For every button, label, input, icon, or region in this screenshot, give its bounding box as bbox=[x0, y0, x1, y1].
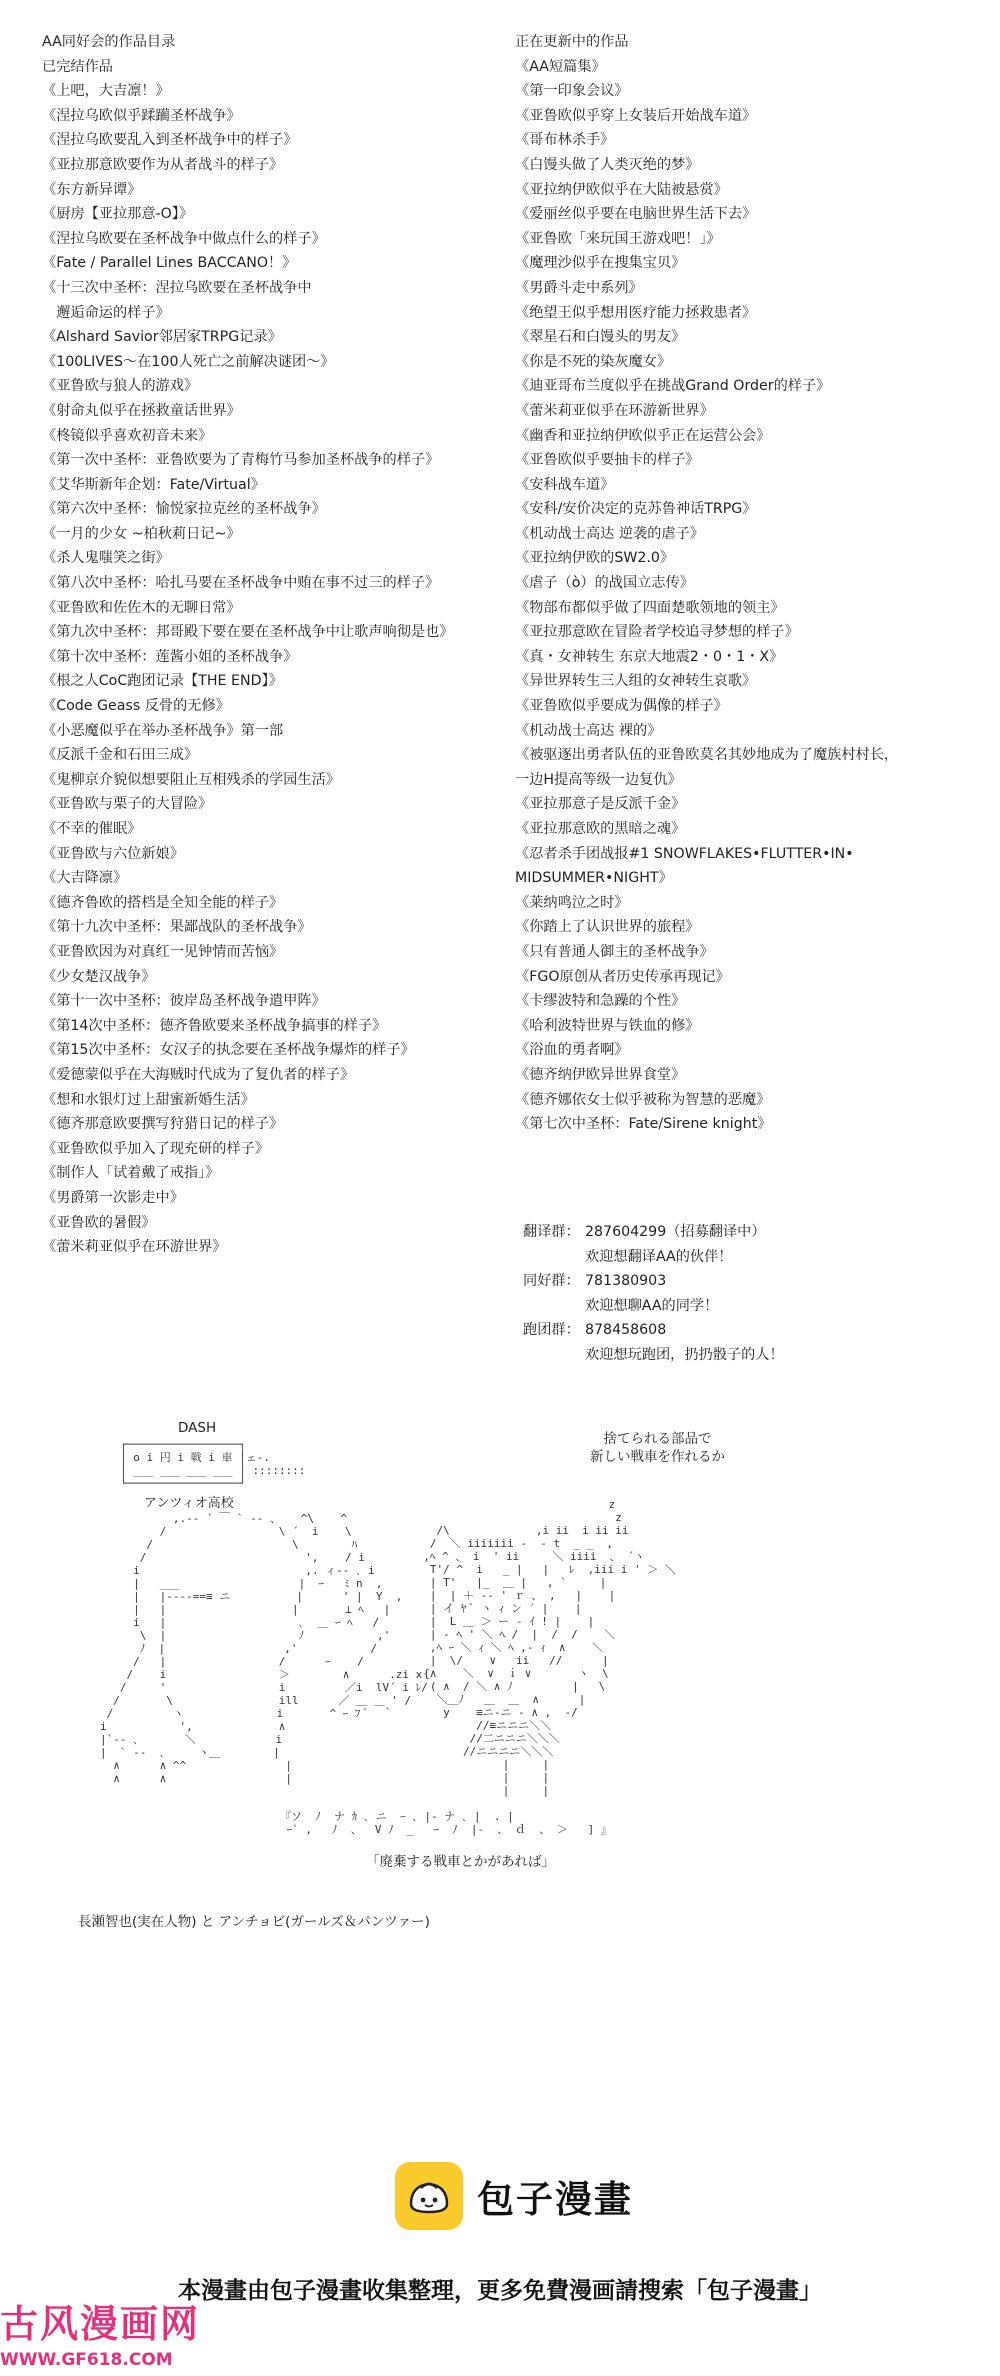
ongoing-work-item: 《AA短篇集》 bbox=[515, 58, 606, 75]
ongoing-work-item: 《被驱逐出勇者队伍的亚鲁欧莫名其妙地成为了魔族村村长， bbox=[515, 747, 899, 764]
group-number[interactable]: 287604299（招募翻译中） bbox=[585, 1224, 766, 1240]
completed-work-item: 《东方新异谭》 bbox=[42, 181, 142, 198]
ongoing-work-item: 《真・女神转生 东京大地震2・0・1・X》 bbox=[515, 648, 784, 665]
group-note: 欢迎想聊AA的同学！ bbox=[585, 1297, 719, 1314]
completed-work-item: 《德齐鲁欧的搭档是全知全能的样子》 bbox=[42, 894, 284, 911]
group-label: 翻译群： bbox=[523, 1224, 580, 1240]
completed-work-item: 《第一次中圣杯：亚鲁欧要为了青梅竹马参加圣杯战争的样子》 bbox=[42, 452, 440, 469]
completed-work-item: 《大吉降凛》 bbox=[42, 870, 128, 887]
collection-note: 本漫畫由包子漫畫收集整理，更多免費漫画請搜索「包子漫畫」 bbox=[178, 2278, 822, 2304]
completed-work-item: 《涅拉乌欧似乎蹂躏圣杯战争》 bbox=[42, 107, 241, 124]
completed-work-item: 《男爵第一次影走中》 bbox=[42, 1189, 184, 1206]
ongoing-work-item: 《哥布林杀手》 bbox=[515, 132, 615, 149]
completed-work-item: 《第十一次中圣杯：彼岸岛圣杯战争遣甲阵》 bbox=[42, 993, 326, 1010]
completed-work-item: 《想和水银灯过上甜蜜新婚生活》 bbox=[42, 1091, 255, 1108]
completed-work-item: 《蕾米莉亚似乎在环游世界》 bbox=[42, 1239, 227, 1256]
ongoing-work-item: 《异世界转生三人组的女神转生哀歌》 bbox=[515, 673, 757, 690]
caption-line-1: 捨てられる部品で bbox=[603, 1431, 712, 1447]
completed-work-item: 《亚鲁欧因为对真红一见钟情而苦恼》 bbox=[42, 943, 284, 960]
completed-work-item: 《制作人「试着戴了戒指」》 bbox=[42, 1165, 220, 1182]
ongoing-work-item: 《卡缪波特和急躁的个性》 bbox=[515, 993, 686, 1010]
completed-work-item: 《亚鲁欧似乎加入了现充研的样子》 bbox=[42, 1140, 270, 1157]
completed-work-item: 《亚鲁欧与狼人的游戏》 bbox=[42, 378, 199, 395]
group-number[interactable]: 781380903 bbox=[585, 1273, 667, 1290]
ongoing-work-item: 《亚鲁欧「来玩国王游戏吧！」》 bbox=[515, 230, 721, 247]
ongoing-work-item: 《亚鲁欧似乎要抽卡的样子》 bbox=[515, 452, 700, 469]
ongoing-work-item: 《亚拉那意子是反派千金》 bbox=[515, 796, 686, 813]
caption-line-2: 新しい戦車を作れるか bbox=[590, 1449, 725, 1465]
completed-work-item: 《Fate / Parallel Lines BACCANO！》 bbox=[42, 255, 297, 272]
completed-work-item: 《小恶魔似乎在举办圣杯战争》第一部 bbox=[42, 722, 284, 739]
ascii-art-girl: z z /\ ,i ii i ii ii / ＼ iiiiiii ‐ - t _ _ , ,ﾍ ^ 、 i ' ii ＼ iiii 、 ´ヽ T'/ ^ i _ | | ﾚ ,iii i ' ＞ ＼ | T' |_ ＿ | , ` | | | ＋ ‐‐ ' ｒ 、 , | | | イ ﾔ ﾞ ヽ ｨ ン ´ | | | L ＿ ＞ ー ‐ ｲ ! | | | ‐ ﾍ ' ＼ ﾍ / | / / ＼ ,ﾍ ｰ ＼ ｨ ＼ ﾍ ,- ｨ ∧ ＼ | \/ ∨ ii // | {∧ ＼ ∨ ｉ ∨ ヽ \ ( ∧ / ＼ ∧ ﾉ | \ ＼＿ﾉ ＿ ＿ ∧ | y ≡ニ‐ニ ‐ ∧ , ‐/ //≡ニニニ＼＼ //二ニニニ＼＼＼ //ニニニニ＼＼＼ | | | | | | bbox=[423, 1498, 676, 1797]
watermark-title: 古风漫画网 bbox=[0, 2302, 201, 2346]
quote-caption: 「廃棄する戦車とかがあれば」 bbox=[366, 1854, 555, 1870]
ongoing-work-item: 《物部布都似乎做了四面楚歌领地的领主》 bbox=[515, 599, 785, 616]
completed-work-item: 《反派千金和石田三成》 bbox=[42, 747, 199, 764]
brand-logo[interactable] bbox=[395, 2160, 633, 2232]
completed-work-item: 《Alshard Savior邻居家TRPG记录》 bbox=[42, 329, 282, 346]
ongoing-work-item: 《亚鲁欧似乎穿上女装后开始战车道》 bbox=[515, 107, 757, 124]
group-row bbox=[523, 1269, 784, 1294]
completed-work-item: 《第十九次中圣杯：果鄙战队的圣杯战争》 bbox=[42, 919, 312, 936]
ongoing-work-item: MIDSUMMER•NIGHT》 bbox=[515, 870, 673, 887]
top-right-caption bbox=[590, 1430, 725, 1466]
watermark-url: WWW.GF618.COM bbox=[0, 2350, 173, 2370]
ongoing-work-item: 《机动战士高达 逆袭的虐子》 bbox=[515, 525, 704, 542]
ongoing-work-item: 《爱丽丝似乎要在电脑世界生活下去》 bbox=[515, 206, 757, 223]
ongoing-work-item: 正在更新中的作品 bbox=[515, 34, 629, 50]
completed-work-item: 《第六次中圣杯：愉悦家拉克丝的圣杯战争》 bbox=[42, 501, 326, 518]
completed-work-item: 《Code Geass 反骨的无修》 bbox=[42, 698, 230, 715]
ongoing-work-item: 《第七次中圣杯：Fate/Sirene knight》 bbox=[515, 1116, 772, 1133]
completed-work-item: 《亚鲁欧与栗子的大冒险》 bbox=[42, 796, 213, 813]
completed-work-item: 《第九次中圣杯：邦哥殿下要在要在圣杯战争中让歌声响彻是也》 bbox=[42, 624, 454, 641]
bun-icon bbox=[395, 2162, 463, 2230]
ascii-art-sign: ┌─────────────────┐ │ o i 円 i 戦 i 車 │ェ-. │ ___ ___ ___ ___ │ :::::::: └─────────────────┘ bbox=[120, 1438, 306, 1490]
ongoing-work-item: 《亚拉纳伊欧的SW2.0》 bbox=[515, 550, 675, 567]
completed-work-item: 《德齐那意欧要撰写狩猎日记的样子》 bbox=[42, 1116, 284, 1133]
completed-work-item: 邂逅命运的样子》 bbox=[42, 304, 170, 321]
ongoing-work-item: 《安科战车道》 bbox=[515, 476, 615, 493]
ongoing-work-item: 《男爵斗走中系列》 bbox=[515, 279, 643, 296]
ongoing-work-item: 《哈利波特世界与铁血的修》 bbox=[515, 1017, 700, 1034]
completed-work-item: 《少女楚汉战争》 bbox=[42, 968, 156, 985]
ongoing-work-item: 《安科/安价决定的克苏鲁神话TRPG》 bbox=[515, 501, 757, 518]
completed-work-item: 《根之人CoC跑团记录【THE END】》 bbox=[42, 673, 283, 690]
dash-label: DASH bbox=[178, 1420, 217, 1436]
ongoing-work-item: 《迪亚哥布兰度似乎在挑战Grand Order的样子》 bbox=[515, 378, 831, 395]
ongoing-work-item: 《亚鲁欧似乎要成为偶像的样子》 bbox=[515, 698, 728, 715]
ongoing-work-item: 《蕾米莉亚似乎在环游新世界》 bbox=[515, 402, 714, 419]
ongoing-work-item: 《亚拉那意欧在冒险者学校追寻梦想的样子》 bbox=[515, 624, 799, 641]
completed-work-item: 《厨房【亚拉那意-O】》 bbox=[42, 206, 194, 223]
credit-caption: 長瀬智也(実在人物) と アンチョビ(ガールズ＆パンツァー) bbox=[78, 1914, 430, 1930]
completed-work-item: 《第八次中圣杯：哈扎马要在圣杯战争中贿在事不过三的样子》 bbox=[42, 575, 440, 592]
completed-work-item: 《亚鲁欧与六位新娘》 bbox=[42, 845, 184, 862]
ongoing-work-item: 《莱纳鸣泣之时》 bbox=[515, 894, 629, 911]
group-label: 跑团群： bbox=[523, 1322, 580, 1339]
ongoing-work-item: 《第一印象会议》 bbox=[515, 83, 629, 100]
completed-work-item: 已完结作品 bbox=[42, 58, 113, 75]
group-note: 欢迎想玩跑团，扔扔骰子的人！ bbox=[585, 1346, 784, 1363]
completed-work-item: 《杀人鬼嗤笑之街》 bbox=[42, 550, 170, 567]
group-note: 欢迎想翻译AA的伙伴！ bbox=[585, 1248, 733, 1265]
completed-work-item: 《涅拉乌欧要在圣杯战争中做点什么的样子》 bbox=[42, 230, 326, 247]
group-number[interactable]: 878458608 bbox=[585, 1322, 667, 1339]
ongoing-works-list bbox=[515, 30, 985, 1137]
ascii-art-speech: 『ソ ﾉ ナ ｶ ､ ニ ｰ ､ |‐ ナ ､ | . | ｰ` , ﾉ 、 V ﾉ _ ｰ ﾉ |‐ 、 ｄ 、 ＞ ] 』 bbox=[280, 1810, 612, 1836]
ongoing-work-item: 《绝望王似乎想用医疗能力拯救患者》 bbox=[515, 304, 757, 321]
completed-work-item: 《射命丸似乎在拯救童话世界》 bbox=[42, 402, 241, 419]
ongoing-work-item: 《忍者杀手团战报#1 SNOWFLAKES•FLUTTER•IN• bbox=[515, 845, 854, 862]
ongoing-work-item: 《只有普通人御主的圣杯战争》 bbox=[515, 943, 714, 960]
ongoing-work-item: 《魔理沙似乎在搜集宝贝》 bbox=[515, 255, 686, 272]
ongoing-work-item: 《你踏上了认识世界的旅程》 bbox=[515, 919, 700, 936]
ongoing-work-item: 一边H提高等级一边复仇》 bbox=[515, 771, 682, 788]
completed-work-item: 《第15次中圣杯：女汉子的执念要在圣杯战争爆炸的样子》 bbox=[42, 1042, 415, 1059]
completed-work-item: 《艾华斯新年企划：Fate/Virtual》 bbox=[42, 476, 265, 493]
completed-work-item: 《柊镜似乎喜欢初音未来》 bbox=[42, 427, 213, 444]
ongoing-work-item: 《浴血的勇者啊》 bbox=[515, 1042, 629, 1059]
ongoing-work-item: 《亚拉那意欧的黑暗之魂》 bbox=[515, 821, 686, 837]
ongoing-work-item: 《你是不死的染灰魔女》 bbox=[515, 353, 672, 370]
ascii-art-man: ,.-‐ ´ ￣ ` ‐- 、 ^\ ^ / \ ´ i \ / \ ﾊ / ', / i i ,. ィ‐- ､ i | ___ | ｰ ﾐ n , | |----==≡ ニ | ' | Y , | | | ⊥ ﾍ | i | ､ ＿ ｰ ﾍ / \ | ﾉ ,' ﾉ | ,' / / | / ｰ / / i ＞ ∧ .zi x / ' i ／i lV´ i ﾚ/ / \ ill ／ ＿ ＿ ' / / ヽ i ^ ｰ ﾌ ﾞ ｀ i ', ∧ |`‐- ､ ＼ i | ` ‐- ､ ヽ＿ | ∧ ∧ ^^ | ∧ ∧ | bbox=[100, 1512, 428, 1785]
completed-work-item: 《上吧，大吉凛！》 bbox=[42, 83, 170, 100]
completed-work-item: 《第14次中圣杯：德齐鲁欧要来圣杯战争搞事的样子》 bbox=[42, 1017, 387, 1034]
ongoing-work-item: 《翠星石和白馒头的男友》 bbox=[515, 329, 686, 346]
group-contacts bbox=[523, 1220, 784, 1368]
completed-work-item: AA同好会的作品目录 bbox=[42, 34, 176, 50]
completed-work-item: 《爱德蒙似乎在大海贼时代成为了复仇者的样子》 bbox=[42, 1066, 355, 1083]
ongoing-work-item: 《亚拉纳伊欧似乎在大陆被悬赏》 bbox=[515, 181, 728, 198]
site-watermark[interactable] bbox=[0, 2302, 200, 2370]
brand-name: 包子漫畫 bbox=[477, 2178, 633, 2221]
completed-works-list bbox=[42, 30, 512, 1260]
completed-work-item: 《亚鲁欧的暑假》 bbox=[42, 1214, 156, 1231]
completed-work-item: 《鬼柳京介貌似想要阻止互相残杀的学园生活》 bbox=[42, 771, 340, 788]
ongoing-work-item: 《虐子（ò）的战国立志传》 bbox=[515, 575, 694, 592]
completed-work-item: 《亚鲁欧和佐佐木的无聊日常》 bbox=[42, 599, 241, 616]
ongoing-work-item: 《机动战士高达 裸的》 bbox=[515, 722, 662, 739]
completed-work-item: 《第十次中圣杯：莲酱小姐的圣杯战争》 bbox=[42, 648, 298, 665]
group-label: 同好群： bbox=[523, 1273, 580, 1290]
ongoing-work-item: 《德齐纳伊欧异世界食堂》 bbox=[515, 1066, 686, 1083]
school-label: アンツィオ高校 bbox=[144, 1496, 234, 1511]
ascii-art-illustration bbox=[78, 1420, 900, 1930]
ongoing-work-item: 《幽香和亚拉纳伊欧似乎正在运营公会》 bbox=[515, 427, 771, 444]
ongoing-work-item: 《FGO原创从者历史传承再现记》 bbox=[515, 968, 730, 985]
group-row bbox=[523, 1318, 784, 1343]
completed-work-item: 《100LIVES～在100人死亡之前解决谜团～》 bbox=[42, 353, 335, 370]
completed-work-item: 《亚拉那意欧要作为从者战斗的样子》 bbox=[42, 156, 284, 173]
ongoing-work-item: 《德齐娜依女士似乎被称为智慧的恶魔》 bbox=[515, 1091, 771, 1108]
group-row bbox=[523, 1220, 784, 1245]
completed-work-item: 《十三次中圣杯：涅拉乌欧要在圣杯战争中 bbox=[42, 279, 312, 296]
completed-work-item: 《不幸的催眠》 bbox=[42, 821, 142, 837]
completed-work-item: 《涅拉乌欧要乱入到圣杯战争中的样子》 bbox=[42, 132, 298, 149]
completed-work-item: 《一月的少女 ~柏秋莉日记~》 bbox=[42, 525, 241, 542]
ongoing-work-item: 《白馒头做了人类灭绝的梦》 bbox=[515, 156, 700, 173]
